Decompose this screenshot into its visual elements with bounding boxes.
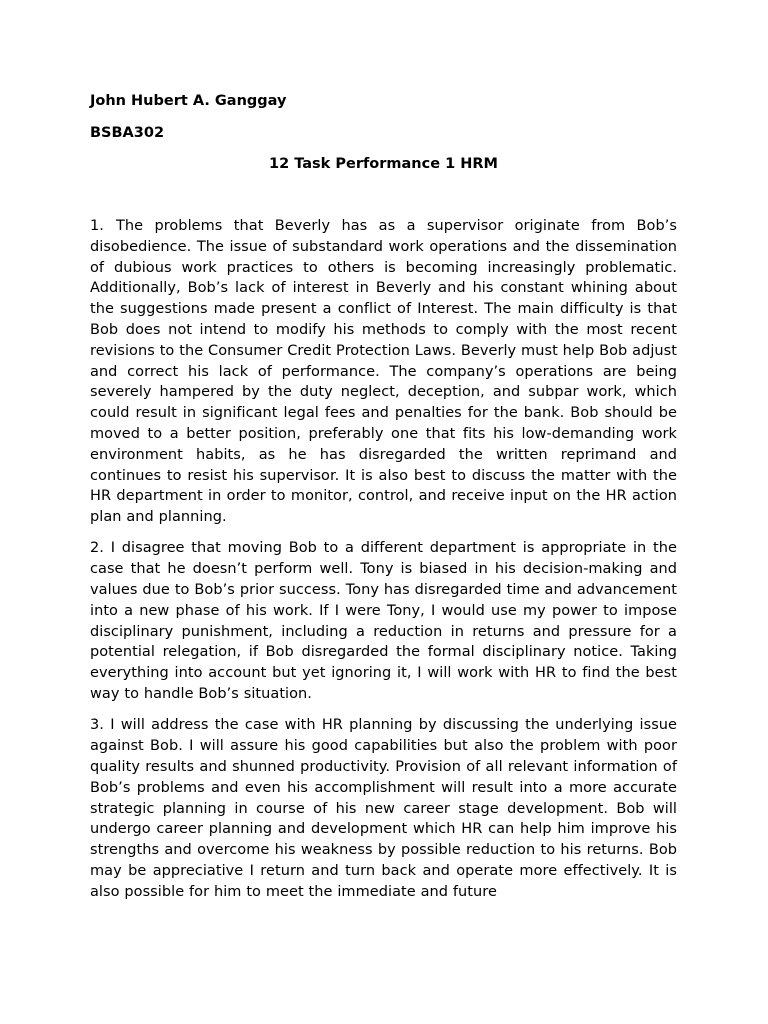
paragraph-2-number: 2.	[90, 540, 104, 557]
paragraph-1-text: The problems that Beverly has as a supervisor originate from Bob’s disobedience. The issue of substandard work operations and the dissemination of dubious work practices to others is becoming increasingly problematic. Additionally, Bob’s lack of interest in Beverly and his constant whining about the suggestions made present a conflict of Interest. The main difficulty is that Bob does not intend to modify his methods to comply with the most recent revisions to the Consumer Credit Protection Laws. Beverly must help Bob adjust and correct his lack of performance. The company’s operations are being severely hampered by the duty neglect, deception, and subpar work, which could result in significant legal fees and penalties for the bank. Bob should be moved to a better position, preferably one that fits his low-demanding work environment habits, as he has disregarded the written reprimand and continues to resist his supervisor. It is also best to discuss the matter with the HR department in order to monitor, control, and receive input on the HR action plan and planning.	[90, 218, 677, 526]
author-name: John Hubert A. Ganggay	[90, 93, 287, 109]
document-body	[90, 216, 677, 913]
paragraph-3-text: I will address the case with HR planning by discussing the underlying issue against Bob. I will assure his good capabilities but also the problem with poor quality results and shunned productivity. Provision of all relevant information of Bob’s problems and even his accomplishment will result into a more accurate strategic planning in course of his new career stage development. Bob will undergo career planning and development which HR can help him improve his strengths and overcome his weakness by possible reduction to his returns. Bob may be appreciative I return and turn back and operate more effectively. It is also possible for him to meet the immediate and future	[90, 717, 678, 900]
course-code: BSBA302	[90, 125, 165, 141]
paragraph-3	[90, 715, 677, 902]
paragraph-2-text: I disagree that moving Bob to a different department is appropriate in the case that he doesn’t perform well. Tony is biased in his decision-making and values due to Bob’s prior success. Tony has disregarded time and advancement into a new phase of his work. If I were Tony, I would use my power to impose disciplinary punishment, including a reduction in returns and pressure for a potential relegation, if Bob disregarded the formal disciplinary notice. Taking everything into account but yet ignoring it, I will work with HR to find the best way to handle Bob’s situation.	[90, 540, 677, 703]
paragraph-1-number: 1.	[90, 218, 104, 234]
document-title: 12 Task Performance 1 HRM	[269, 156, 498, 172]
paragraph-3-number: 3.	[90, 717, 104, 734]
paragraph-1	[90, 216, 677, 528]
paragraph-2	[90, 538, 677, 704]
